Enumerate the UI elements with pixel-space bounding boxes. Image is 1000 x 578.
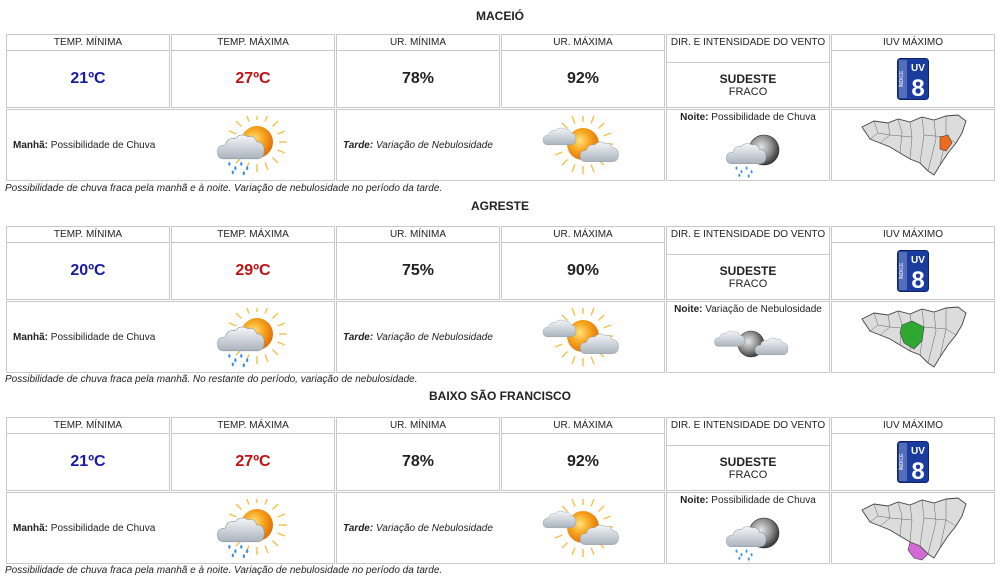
wind-direction: SUDESTE xyxy=(719,454,777,469)
uv-label: IUV MÁXIMO xyxy=(832,35,994,51)
temp-min-cell xyxy=(6,34,170,108)
temp-min-value: 21ºC xyxy=(70,453,106,470)
afternoon-cell xyxy=(336,492,665,564)
wind-intensity: FRACO xyxy=(728,85,768,98)
sun-cloud-rain-icon xyxy=(211,308,287,368)
temp-min-value: 20ºC xyxy=(70,262,106,279)
map-cell xyxy=(831,109,995,181)
temp-max-value: 27ºC xyxy=(235,70,271,87)
ur-min-label: UR. MÍNIMA xyxy=(337,227,499,243)
svg-text:UV: UV xyxy=(911,446,925,457)
morning-text: Manhã: Possibilidade de Chuva xyxy=(13,332,156,343)
ur-min-cell xyxy=(336,226,500,300)
ur-max-value: 92% xyxy=(566,453,600,470)
sun-cloud-rain-icon xyxy=(211,116,287,176)
svg-text:ÍNDICE: ÍNDICE xyxy=(899,453,905,471)
svg-text:ÍNDICE: ÍNDICE xyxy=(899,70,905,88)
wind-label: DIR. E INTENSIDADE DO VENTO xyxy=(667,35,829,63)
svg-text:ÍNDICE: ÍNDICE xyxy=(899,262,905,280)
uv-value: 8 xyxy=(911,75,925,100)
temp-max-label: TEMP. MÁXIMA xyxy=(172,418,334,434)
uv-label: IUV MÁXIMO xyxy=(832,227,994,243)
uv-index-icon xyxy=(897,250,929,292)
ur-max-cell xyxy=(501,34,665,108)
ur-min-cell xyxy=(336,417,500,491)
temp-min-cell xyxy=(6,417,170,491)
afternoon-text: Tarde: Variação de Nebulosidade xyxy=(343,523,493,534)
region-title: AGRESTE xyxy=(470,199,529,213)
uv-cell xyxy=(831,34,995,108)
temp-max-label: TEMP. MÁXIMA xyxy=(172,35,334,51)
ur-min-label: UR. MÍNIMA xyxy=(337,35,499,51)
wind-cell xyxy=(666,417,830,491)
region-description: Possibilidade de chuva fraca pela manhã. No restante do período, variação de nebulosidade. xyxy=(5,374,418,385)
ur-max-cell xyxy=(501,417,665,491)
wind-direction: SUDESTE xyxy=(719,71,777,86)
region-maceio xyxy=(0,0,1000,196)
ur-max-value: 90% xyxy=(566,262,600,279)
ur-min-value: 78% xyxy=(401,70,435,87)
uv-index-icon xyxy=(897,441,929,483)
ur-min-value: 75% xyxy=(401,262,435,279)
wind-intensity: FRACO xyxy=(728,277,768,290)
temp-min-value: 21ºC xyxy=(70,70,106,87)
region-title: MACEIÓ xyxy=(476,9,524,23)
temp-max-value: 27ºC xyxy=(235,453,271,470)
uv-cell xyxy=(831,417,995,491)
moon-cloud-rain-icon xyxy=(719,511,789,563)
region-description: Possibilidade de chuva fraca pela manhã e à noite. Variação de nebulosidade no período da tarde. xyxy=(5,565,443,576)
night-text: Noite: Variação de Nebulosidade xyxy=(674,304,822,315)
temp-max-cell xyxy=(171,34,335,108)
alagoas-map-icon xyxy=(858,496,970,562)
ur-max-value: 92% xyxy=(566,70,600,87)
morning-cell xyxy=(6,109,335,181)
sun-cloud-icon xyxy=(535,308,631,368)
uv-index-icon xyxy=(897,58,929,100)
temp-min-label: TEMP. MÍNIMA xyxy=(7,418,169,434)
night-text: Noite: Possibilidade de Chuva xyxy=(680,112,816,123)
temp-max-label: TEMP. MÁXIMA xyxy=(172,227,334,243)
region-description: Possibilidade de chuva fraca pela manhã e à noite. Variação de nebulosidade no período da tarde. xyxy=(5,183,443,194)
moon-cloud-icon xyxy=(711,322,791,366)
region-title: BAIXO SÃO FRANCISCO xyxy=(428,389,571,403)
svg-text:UV: UV xyxy=(911,63,925,74)
temp-min-cell xyxy=(6,226,170,300)
map-cell xyxy=(831,301,995,373)
uv-label: IUV MÁXIMO xyxy=(832,418,994,434)
wind-cell xyxy=(666,34,830,108)
wind-label: DIR. E INTENSIDADE DO VENTO xyxy=(667,418,829,446)
ur-max-cell xyxy=(501,226,665,300)
afternoon-text: Tarde: Variação de Nebulosidade xyxy=(343,332,493,343)
morning-text: Manhã: Possibilidade de Chuva xyxy=(13,140,156,151)
temp-min-label: TEMP. MÍNIMA xyxy=(7,227,169,243)
ur-min-value: 78% xyxy=(401,453,435,470)
moon-cloud-rain-icon xyxy=(719,128,789,180)
ur-max-label: UR. MÁXIMA xyxy=(502,418,664,434)
ur-min-label: UR. MÍNIMA xyxy=(337,418,499,434)
sun-cloud-icon xyxy=(535,499,631,559)
morning-text: Manhã: Possibilidade de Chuva xyxy=(13,523,156,534)
region-agreste xyxy=(0,192,1000,388)
wind-direction: SUDESTE xyxy=(719,263,777,278)
sun-cloud-rain-icon xyxy=(211,499,287,559)
afternoon-text: Tarde: Variação de Nebulosidade xyxy=(343,140,493,151)
uv-cell xyxy=(831,226,995,300)
region-baixo-sao-francisco xyxy=(0,383,1000,578)
ur-max-label: UR. MÁXIMA xyxy=(502,35,664,51)
uv-value: 8 xyxy=(911,458,925,483)
wind-label: DIR. E INTENSIDADE DO VENTO xyxy=(667,227,829,255)
map-cell xyxy=(831,492,995,564)
uv-value: 8 xyxy=(911,267,925,292)
ur-min-cell xyxy=(336,34,500,108)
temp-min-label: TEMP. MÍNIMA xyxy=(7,35,169,51)
temp-max-cell xyxy=(171,417,335,491)
alagoas-map-icon xyxy=(858,305,970,371)
wind-cell xyxy=(666,226,830,300)
night-text: Noite: Possibilidade de Chuva xyxy=(680,495,816,506)
afternoon-cell xyxy=(336,109,665,181)
temp-max-cell xyxy=(171,226,335,300)
wind-intensity: FRACO xyxy=(728,468,768,481)
svg-text:UV: UV xyxy=(911,255,925,266)
night-cell xyxy=(666,109,830,181)
night-cell xyxy=(666,301,830,373)
alagoas-map-icon xyxy=(858,113,970,179)
sun-cloud-icon xyxy=(535,116,631,176)
morning-cell xyxy=(6,492,335,564)
morning-cell xyxy=(6,301,335,373)
afternoon-cell xyxy=(336,301,665,373)
temp-max-value: 29ºC xyxy=(235,262,271,279)
ur-max-label: UR. MÁXIMA xyxy=(502,227,664,243)
night-cell xyxy=(666,492,830,564)
